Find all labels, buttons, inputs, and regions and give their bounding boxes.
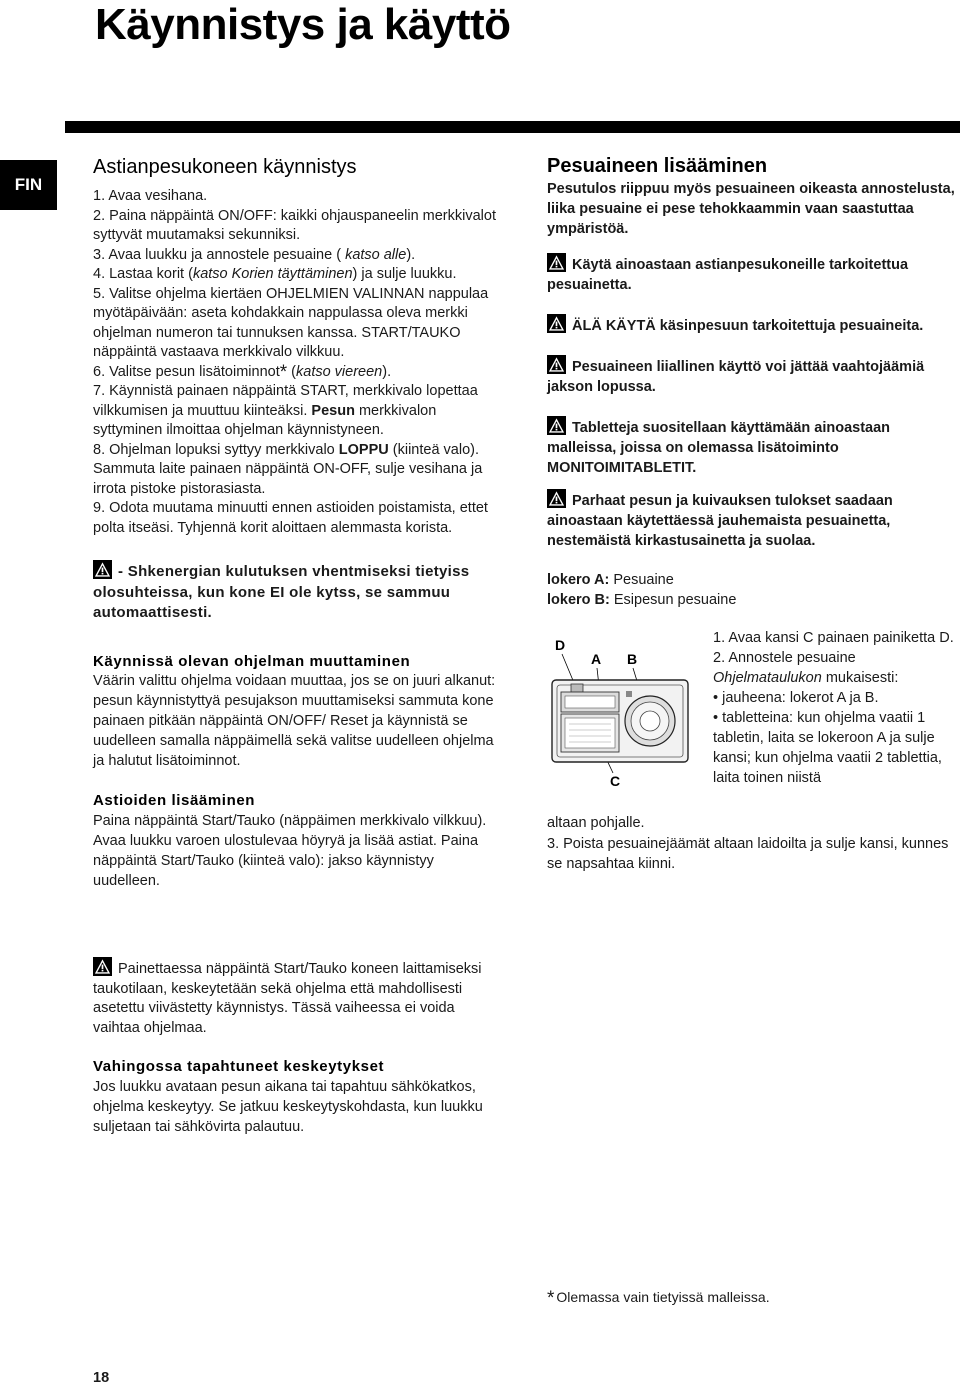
detergent-warning-4: Tabletteja suositellaan käyttämään ainoastaan malleissa, joissa on olemassa lisätoiminto MONITOIMITABLETIT. <box>547 416 960 478</box>
detergent-step-3: 3. Poista pesuainejäämät altaan laidoilta ja sulje kansi, kunnes se napsahtaa kiinni. <box>547 835 949 872</box>
step-9: 9. Odota muutama minuutti ennen astioiden poistamista, ettet polta itseäsi. Tyhjennä korit aloittaen alemmasta korista. <box>93 500 488 536</box>
add-dishes-text: Paina näppäintä Start/Tauko (näppäimen merkkivalo vilkkuu). Avaa luukku varoen ulostulevaa höyryä ja lisää astiat. Paina näppäintä Start/Tauko (kiinteä valo): jakso käynnistyy uudelleen. <box>93 812 487 889</box>
start-heading: Astianpesukoneen käynnistys <box>93 156 357 178</box>
detergent-bullet-tablets: • tabletteina: kun ohjelma vaatii 1 tabletin, laita se lokeroon A ja sulje kansi; kun ohjelma vaatii 2 tablettia, laita toinen niistä <box>713 710 942 786</box>
detergent-heading: Pesuaineen lisääminen <box>547 155 768 177</box>
step-6: 6. Valitse pesun lisätoiminnot* (katso viereen). <box>93 361 392 383</box>
start-steps <box>93 187 503 538</box>
interruptions-text: Jos luukku avataan pesun aikana tai tapahtuu sähkökatkos, ohjelma keskeytyy. Se jatkuu keskeytyskohdasta, kun luukku suljetaan tai sähkövirta palautuu. <box>93 1078 483 1135</box>
dispenser-instructions <box>713 628 960 788</box>
label-b: B <box>627 651 638 667</box>
asterisk: * <box>279 361 288 383</box>
label-c: C <box>610 773 621 789</box>
step-4: 4. Lastaa korit (katso Korien täyttäminen) ja sulje luukku. <box>93 266 457 282</box>
pause-warning: Painettaessa näppäintä Start/Tauko koneen laittamiseksi taukotilaan, keskeytetään sekä ohjelma että mahdollisesti asetettu viivästetty käynnistys. Tässä vaiheessa ei voida vaihtaa ohjelmaa. <box>93 957 493 1038</box>
step-1: 1. Avaa vesihana. <box>93 188 208 204</box>
label-d: D <box>555 637 566 653</box>
step-8: 8. Ohjelman lopuksi syttyy merkkivalo LOPPU (kiinteä valo). Sammuta laite painaen näppäintä ON-OFF, sulje vesihana ja irrota pistoke pistorasiasta. <box>93 441 483 497</box>
change-program-text: Väärin valittu ohjelma voidaan muuttaa, jos se on juuri alkanut: pesun käynnistyttyä pesujakson muuttamiseksi sammuta kone painaen pitkään näppäintä ON/OFF/ Reset ja käynnistä se uudelleen samalla näppäimellä sekä valitse uudelleen ohjelma ja halutut lisätoiminnot. <box>93 673 496 769</box>
warning-icon <box>547 314 566 333</box>
compartment-b: lokero B: Esipesun pesuaine <box>547 592 737 608</box>
warning-icon <box>547 416 566 435</box>
warning-icon <box>547 355 566 374</box>
step-7: 7. Käynnistä painaen näppäintä START, merkkivalo lopettaa vilkkumisen ja muuttuu kiinteäksi. Pesun merkkivalon syttyminen ilmoittaa ohjelman käynnistyneen. <box>93 383 478 438</box>
step-2: 2. Paina näppäintä ON/OFF: kaikki ohjauspaneelin merkkivalot syttyvät muutamaksi sekunniksi. <box>93 207 496 243</box>
detergent-warning-1: Käytä ainoastaan astianpesukoneille tarkoitettua pesuainetta. <box>547 253 960 295</box>
detergent-step-2-ref: Ohjelmataulukon mukaisesti: <box>713 670 899 686</box>
energy-warning: - Shkenergian kulutuksen vhentmiseksi tietyiss olosuhteissa, kun kone EI ole kytss, se sammuu automaattisesti. <box>93 560 503 624</box>
warning-icon <box>547 489 566 508</box>
footnote-text: Olemassa vain tietyissä malleissa. <box>556 1289 770 1305</box>
warning-icon <box>93 957 112 976</box>
detergent-step-2: 2. Annostele pesuaine <box>713 650 856 666</box>
ref-link: katso Korien täyttäminen <box>192 266 353 282</box>
detergent-intro: Pesutulos riippuu myös pesuaineen oikeasta annostelusta, liika pesuaine ei pese tehokkaammin vaan saastuttaa ympäristöä. <box>547 181 955 237</box>
label-a: A <box>591 651 602 667</box>
detergent-after <box>547 813 960 875</box>
detergent-step-1: 1. Avaa kansi C painaen painiketta D. <box>713 630 954 646</box>
step-5: 5. Valitse ohjelma kiertäen OHJELMIEN VALINNAN nappulaa myötäpäivään: aseta kohdakkain nappulassa oleva merkki ohjelman numeron tai tunnuksen kanssa. START/TAUKO näppäintä vastaava merkkivalo vilkkuu. <box>93 285 489 360</box>
language-tab: FIN <box>0 160 57 210</box>
compartments <box>547 570 960 610</box>
ref-link: katso alle <box>345 246 407 263</box>
page-title: Käynnistys ja käyttö <box>95 0 511 49</box>
add-dishes-section <box>93 791 503 891</box>
detergent-warning-5: Parhaat pesun ja kuivauksen tulokset saadaan ainoastaan käytettäessä jauhemaista pesuainetta, nestemäistä kirkastusainetta ja suolaa. <box>547 489 960 551</box>
compartment-a: lokero A: Pesuaine <box>547 572 674 588</box>
right-column <box>547 155 960 875</box>
change-program-section <box>93 652 503 772</box>
warning-icon <box>547 253 566 272</box>
dispenser-diagram <box>547 628 707 803</box>
left-column <box>93 155 503 891</box>
detergent-bullet-powder: • jauheena: lokerot A ja B. <box>713 690 879 706</box>
interruptions-heading: Vahingossa tapahtuneet keskeytykset <box>93 1058 385 1075</box>
dispenser-diagram-area <box>547 628 960 813</box>
footnote-asterisk: * <box>547 1288 555 1309</box>
add-dishes-heading: Astioiden lisääminen <box>93 792 256 809</box>
warning-icon <box>93 560 112 579</box>
detergent-warning-3: Pesuaineen liiallinen käyttö voi jättää vaahtojäämiä jakson lopussa. <box>547 355 960 397</box>
header-rule <box>65 121 960 133</box>
footnote <box>547 1288 770 1310</box>
change-program-heading: Käynnissä olevan ohjelman muuttaminen <box>93 652 411 670</box>
detergent-bullet-tablets-end: altaan pohjalle. <box>547 815 645 831</box>
step-3: 3. Avaa luukku ja annostele pesuaine ( katso alle). <box>93 246 416 263</box>
page-number: 18 <box>93 1370 110 1386</box>
detergent-warning-2: ÄLÄ KÄYTÄ käsinpesuun tarkoitettuja pesuaineita. <box>547 314 960 336</box>
interruptions-section <box>93 1057 493 1137</box>
ref-link: katso viereen <box>296 363 383 380</box>
